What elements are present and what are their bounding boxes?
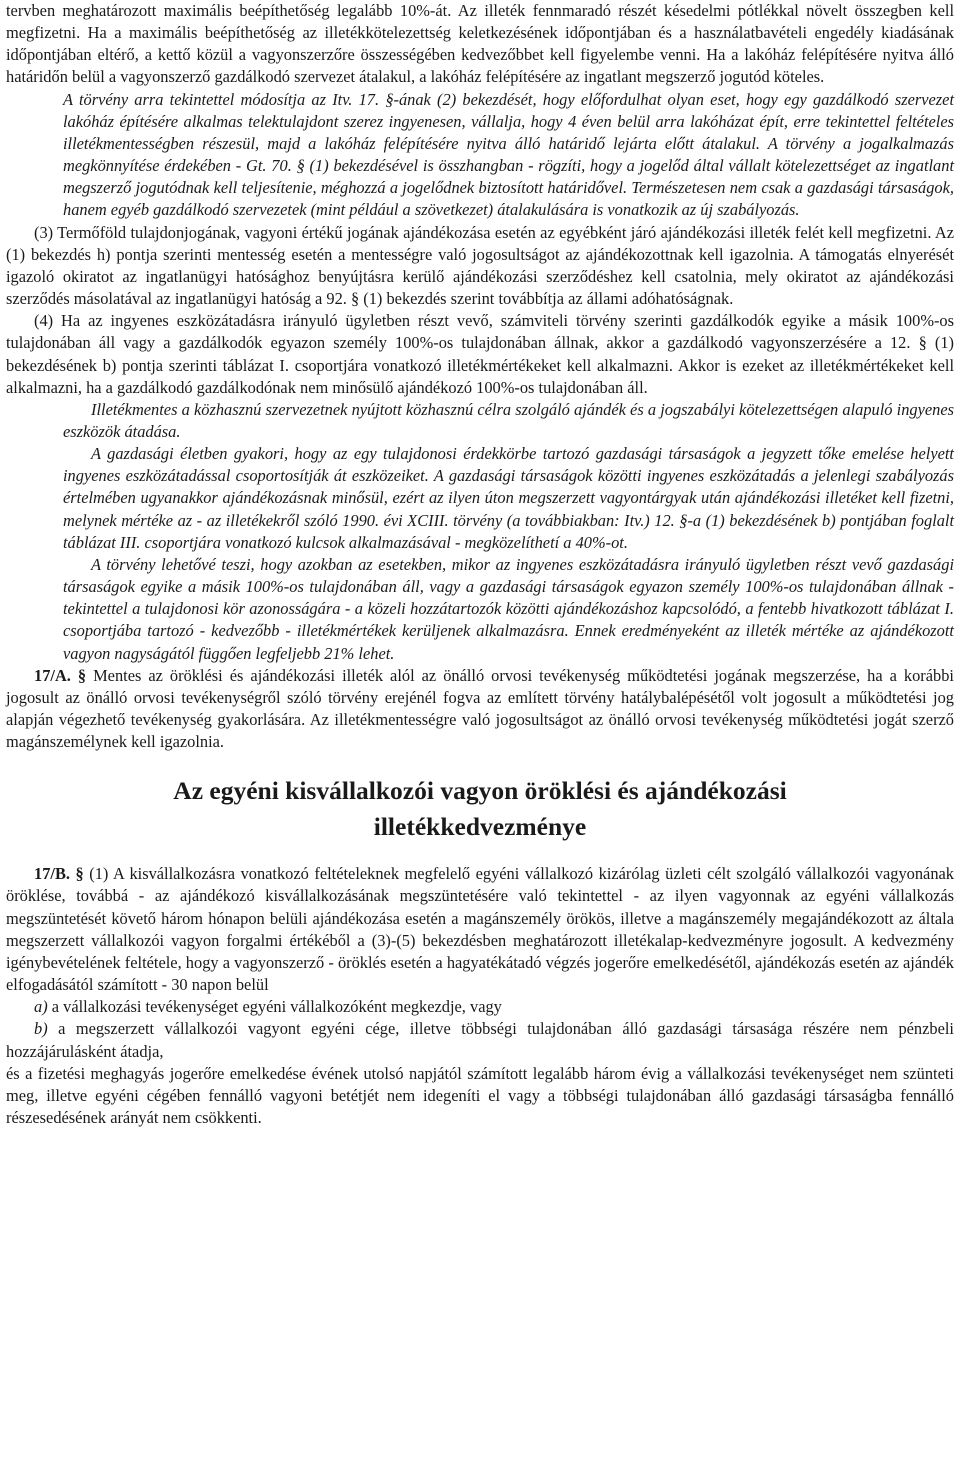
- paragraph-1: tervben meghatározott maximális beépíthetőség legalább 10%-át. Az illeték fennmaradó részét késedelmi pótlékkal növelt összegben kell megfizetni. Ha a maximális beépíthetőség az illetékkötelezettség keletkezésének időpontjában és a használatbavételi engedély kiadásának időpontjában eltérő, a kettő közül a vagyonszerzőre összességében kedvezőbbet kell figyelembe venni. Ha a lakóház felépítésére nyitva álló határidőn belül a vagyonszerző gazdálkodó szervezet átalakul, a lakóház felépítésére az ingatlant megszerző jogutód köteles.: [6, 1, 954, 87]
- section-17b: [6, 863, 954, 996]
- section-heading-line-1: Az egyéni kisvállalkozói vagyon öröklési és ajándékozási: [173, 776, 787, 806]
- section-17a: [6, 665, 954, 754]
- list-item-b-label: b): [34, 1019, 48, 1039]
- commentary-1-text: A törvény arra tekintettel módosítja az Itv. 17. §-ának (2) bekezdését, hogy előfordulhat olyan eset, hogy egy gazdálkodó szervezet lakóház építésére alkalmas telektulajdont szerez ingyenesen, vállalja, hogy 4 éven belül arra lakóházat épít, erre tekintettel feltételes illetékmentességben részesül, majd a lakóház felépítésére nyitva álló határidő lejárta előtt átalakul. A törvény a jogalkalmazás megkönnyítése érdekében - Gt. 70. § (1) bekezdésével is összhangban - rögzíti, hogy a jogelőd által vállalt kötelezettséget az ingatlant megszerző jogutódnak kell teljesítenie, méghozzá a jogelődnek biztosított határidővel. Természetesen nem csak a gazdasági társaságok, hanem egyéb gazdálkodó szervezetek (mint például a szövetkezet) átalakulására is vonatkozik az új szabályozás.: [63, 89, 954, 220]
- list-item-a-text: a vállalkozási tevékenységet egyéni vállalkozóként megkezdje, vagy: [51, 997, 502, 1017]
- commentary-1: [6, 89, 954, 222]
- section-heading-line-2: illetékkedvezménye: [373, 812, 587, 842]
- section-17b-text: (1) A kisvállalkozásra vonatkozó feltételeknek megfelelő egyéni vállalkozó kizárólag üzleti célt szolgáló vállalkozói vagyonának öröklése, továbbá - az ajándékozó kisvállalkozásának megszüntetésére való tekintettel - az ilyen vagyonnak az egyéni vállalkozás megszüntetését követő három hónapon belüli ajándékozása esetén a magánszemély örökös, illetve a magánszemély megajándékozott az általa megszerzett vállalkozói vagyon forgalmi értékéből a (3)-(5) bekezdésben meghatározott illetékalap-kedvezményre jogosult. A kedvezmény igénybevételének feltétele, hogy a vagyonszerző - öröklés esetén a hagyatékátadó végzés jogerőre emelkedésétől, ajándékozás esetén az ajándék elfogadásától számított - 30 napon belül: [6, 864, 954, 995]
- section-17a-text: Mentes az öröklési és ajándékozási illeték alól az önálló orvosi tevékenység működtetési jogának megszerzése, ha a korábbi jogosult az önálló orvosi tevékenységről szóló törvény erejénél fogva az említett törvény hatálybalépésétől volt jogosult a működtetési jog alapján végezhető tevékenység gyakorlására. Az illetékmentességre való jogosultságot az önálló orvosi tevékenység működtetési jogát szerző magánszemélynek kell igazolnia.: [6, 665, 954, 752]
- section-17a-label: 17/A. §: [34, 665, 87, 685]
- list-item-a-label: a): [34, 997, 48, 1017]
- list-item-b-text: a megszerzett vállalkozói vagyont egyéni cége, illetve többségi tulajdonában álló gazdasági társasága részére nem pénzbeli hozzájárulásként átadja,: [6, 1019, 954, 1061]
- list-item-b: [6, 1018, 954, 1062]
- section-17b-label: 17/B. §: [34, 864, 84, 884]
- section-17b-tail: és a fizetési meghagyás jogerőre emelkedése évének utolsó napjától számított legalább három évig a vállalkozási tevékenységet nem szünteti meg, illetve egyéni cégében fennálló vagyoni betétjét nem idegeníti el vagy a többségi tulajdonában álló gazdasági társaságba fennálló részesedésének arányát nem csökkenti.: [6, 1063, 954, 1128]
- commentary-2: Illetékmentes a közhasznú szervezetnek nyújtott közhasznú célra szolgáló ajándék és a jogszabályi kötelezettségen alapuló ingyenes eszközök átadása.: [63, 399, 954, 441]
- list-item-a: [6, 996, 954, 1018]
- commentary-4: A törvény lehetővé teszi, hogy azokban az esetekben, mikor az ingyenes eszközátadásra irányuló ügyletben részt vevő gazdasági társaságok egyike a másik 100%-os tulajdonában áll, vagy a gazdasági társaságok egyazon személy 100%-os tulajdonában állnak - tekintettel a tulajdonosi kör azonosságára - a közeli hozzátartozók közötti ajándékozáshoz kapcsolódó, a fentebb hivatkozott táblázat I. csoportjába tartozó - kedvezőbb - illetékmértékek kerüljenek alkalmazásra. Ennek eredményeként az illeték mértéke az ajándékozott vagyon nagyságától függően legfeljebb 21% lehet.: [63, 554, 954, 663]
- paragraph-4: (4) Ha az ingyenes eszközátadásra irányuló ügyletben részt vevő, számviteli törvény szerinti gazdálkodók egyike a másik 100%-os tulajdonában áll vagy a gazdálkodók egyazon személy 100%-os tulajdonában állnak, akkor a gazdálkodó vagyonszerzésére a 12. § (1) bekezdésének b) pontja szerinti táblázat I. csoportjára vonatkozó illetékmértékeket kell alkalmazni. Akkor is ezeket az illetékmértékeket kell alkalmazni, ha a gazdálkodó gazdálkodónak nem minősülő ajándékozó 100%-os tulajdonában áll.: [6, 311, 954, 397]
- paragraph-3: (3) Termőföld tulajdonjogának, vagyoni értékű jogának ajándékozása esetén az egyébként járó ajándékozási illeték felét kell megfizetni. Az (1) bekezdés h) pontja szerinti mentesség esetén a mentességre való jogosultságot az ajándékozottnak kell igazolnia. A támogatás elnyerését igazoló okiratot az ingatlanügyi hatósághoz benyújtásra kerülő ajándékozási szerződéshez kell csatolnia, mely okiratot az ajándékozási szerződés másolatával az ingatlanügyi hatóság a 92. § (1) bekezdés szerint továbbítja az állami adóhatóságnak.: [6, 222, 954, 309]
- commentary-3: A gazdasági életben gyakori, hogy az egy tulajdonosi érdekkörbe tartozó gazdasági társaságok a jegyzett tőke emelése helyett ingyenes eszközátadással csoportosítják át eszközeiket. A gazdasági társaságok közötti ingyenes eszközátadás a jelenlegi szabályozás értelmében ugyanakkor ajándékozásnak minősül, ezért az ilyen úton megszerzett vagyontárgyak után ajándékozási illetéket kell fizetni, melynek mértéke az - az illetékekről szóló 1990. évi XCIII. törvény (a továbbiakban: Itv.) 12. §-a (1) bekezdésének b) pontjában foglalt táblázat III. csoportjára vonatkozó kulcsok alkalmazásával - megközelíthetí a 40%-ot.: [63, 444, 954, 552]
- section-heading: [106, 773, 854, 845]
